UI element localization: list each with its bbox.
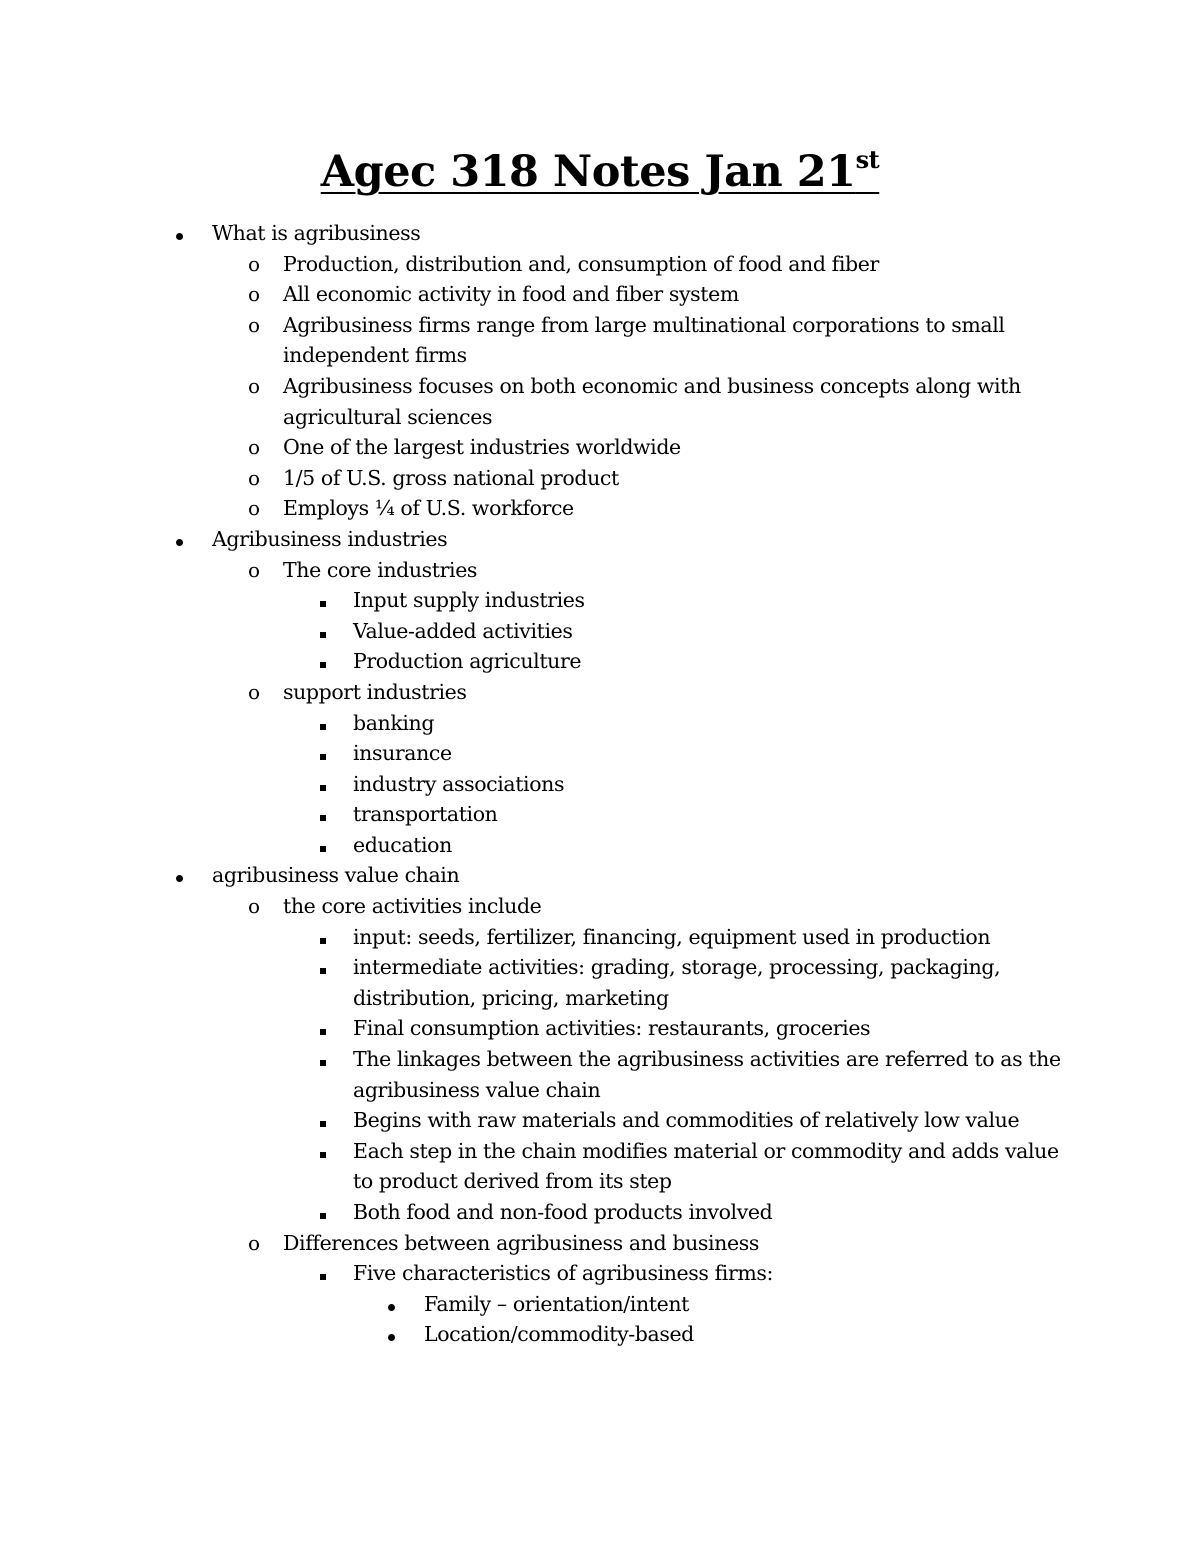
bullet-circle-icon: o (248, 496, 260, 521)
list-item-text: Agribusiness firms range from large multinational corporations to small independent firms (283, 312, 1005, 368)
list-item-level-2 (248, 279, 1063, 310)
bullet-circle-icon: o (248, 894, 260, 919)
list-item-level-3 (353, 1258, 1073, 1289)
bullet-square-icon (320, 738, 326, 769)
list-item-level-3 (353, 769, 1073, 800)
list-item-level-2 (248, 555, 1063, 586)
notes-outline (0, 218, 1200, 1350)
bullet-square-icon (320, 646, 326, 677)
list-item-text: One of the largest industries worldwide (283, 435, 681, 460)
title-superscript: st (855, 145, 880, 174)
list-item-text: Agribusiness focuses on both economic and business concepts along with agricultural sciences (283, 373, 1021, 429)
list-item-level-3 (353, 1044, 1073, 1105)
list-item-text: banking (353, 710, 435, 735)
list-item-level-1 (212, 524, 1072, 555)
bullet-circle-icon: o (248, 282, 260, 307)
bullet-dot-icon (388, 1319, 395, 1350)
list-item-level-3 (353, 1197, 1073, 1228)
list-item-text: What is agribusiness (212, 221, 421, 245)
list-item-text: Production agriculture (353, 649, 582, 674)
list-item-text: Value-added activities (353, 618, 573, 643)
bullet-square-icon (320, 1105, 326, 1136)
list-item-level-4 (424, 1319, 1064, 1350)
list-item-text: Agribusiness industries (212, 526, 448, 551)
bullet-circle-icon: o (248, 465, 260, 490)
bullet-square-icon (320, 1197, 326, 1228)
bullet-square-icon (320, 952, 326, 983)
list-item-level-4 (424, 1289, 1064, 1320)
bullet-square-icon (320, 830, 326, 861)
bullet-square-icon (320, 769, 326, 800)
bullet-square-icon (320, 922, 326, 953)
bullet-circle-icon: o (248, 557, 260, 582)
list-item-text: insurance (353, 741, 452, 766)
list-item-level-3 (353, 708, 1073, 739)
list-item-level-3 (353, 830, 1073, 861)
bullet-square-icon (320, 1044, 326, 1075)
list-item-text: intermediate activities: grading, storage, processing, packaging, distribution, pricing, marketing (353, 955, 1001, 1010)
list-item-text: Final consumption activities: restaurants, groceries (353, 1016, 871, 1041)
list-item-text: Input supply industries (353, 588, 585, 613)
page-title (0, 142, 1200, 202)
list-item-text: industry associations (353, 771, 565, 796)
bullet-circle-icon: o (248, 251, 260, 276)
list-item-level-3 (353, 646, 1073, 677)
list-item-level-1 (212, 218, 1072, 249)
list-item-level-3 (353, 952, 1073, 1013)
list-item-level-2 (248, 677, 1063, 708)
list-item-level-1 (212, 860, 1072, 891)
bullet-square-icon (320, 1136, 326, 1167)
list-item-text: The core industries (283, 557, 478, 582)
list-item-text: the core activities include (283, 894, 542, 919)
bullet-square-icon (320, 1013, 326, 1044)
list-item-text: support industries (283, 679, 467, 704)
list-item-level-3 (353, 1136, 1073, 1197)
list-item-text: agribusiness value chain (212, 863, 460, 888)
bullet-dot-icon (176, 860, 183, 891)
list-item-text: transportation (353, 802, 498, 827)
list-item-text: Differences between agribusiness and business (283, 1230, 759, 1255)
list-item-level-2 (248, 371, 1063, 432)
list-item-level-3 (353, 799, 1073, 830)
list-item-text: Production, distribution and, consumption of food and fiber (283, 251, 879, 276)
title-text: Agec 318 Notes Jan 21 (320, 147, 856, 197)
bullet-square-icon (320, 616, 326, 647)
list-item-level-2 (248, 463, 1063, 494)
list-item-level-2 (248, 249, 1063, 280)
bullet-square-icon (320, 799, 326, 830)
bullet-circle-icon: o (248, 1230, 260, 1255)
list-item-level-3 (353, 1013, 1073, 1044)
list-item-level-3 (353, 616, 1073, 647)
bullet-dot-icon (176, 524, 183, 555)
bullet-circle-icon: o (248, 373, 260, 398)
list-item-text: Employs ¼ of U.S. workforce (283, 496, 574, 521)
list-item-level-2 (248, 493, 1063, 524)
list-item-text: 1/5 of U.S. gross national product (283, 465, 619, 490)
list-item-text: All economic activity in food and fiber system (283, 282, 739, 307)
bullet-dot-icon (176, 218, 183, 249)
bullet-circle-icon: o (248, 435, 260, 460)
list-item-text: The linkages between the agribusiness activities are referred to as the agribusiness value chain (353, 1047, 1061, 1102)
list-item-level-2 (248, 310, 1063, 371)
list-item-text: input: seeds, fertilizer, financing, equipment used in production (353, 924, 991, 949)
list-item-level-2 (248, 1228, 1063, 1259)
list-item-level-2 (248, 432, 1063, 463)
title-underlined (321, 147, 879, 197)
list-item-text: Location/commodity-based (424, 1322, 694, 1347)
bullet-circle-icon: o (248, 312, 260, 337)
list-item-text: Five characteristics of agribusiness firms: (353, 1261, 774, 1286)
bullet-circle-icon: o (248, 679, 260, 704)
bullet-dot-icon (388, 1289, 395, 1320)
list-item-text: education (353, 832, 452, 857)
list-item-text: Each step in the chain modifies material or commodity and adds value to product derived from its step (353, 1138, 1059, 1194)
list-item-level-2 (248, 891, 1063, 922)
list-item-text: Family – orientation/intent (424, 1291, 689, 1316)
list-item-text: Both food and non-food products involved (353, 1200, 773, 1224)
bullet-square-icon (320, 708, 326, 739)
bullet-square-icon (320, 1258, 326, 1289)
list-item-level-3 (353, 1105, 1073, 1136)
list-item-level-3 (353, 585, 1073, 616)
list-item-level-3 (353, 922, 1073, 953)
bullet-square-icon (320, 585, 326, 616)
list-item-level-3 (353, 738, 1073, 769)
list-item-text: Begins with raw materials and commodities of relatively low value (353, 1108, 1020, 1133)
